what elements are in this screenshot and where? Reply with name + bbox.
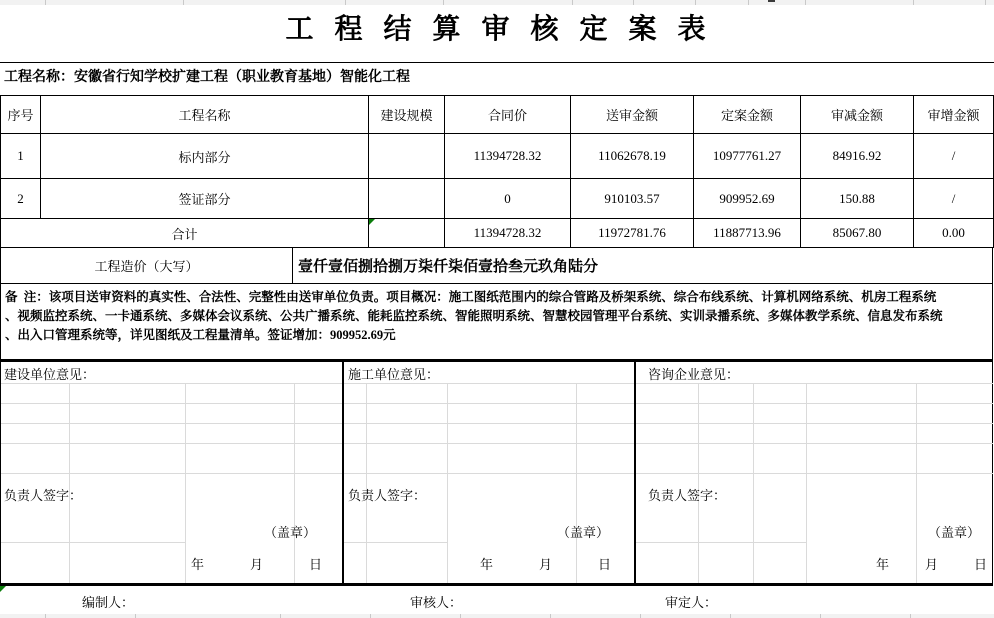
spreadsheet-top-strip	[0, 0, 994, 5]
settlement-table	[0, 95, 994, 248]
opinion-column-contractor	[342, 362, 634, 583]
day-label: 日	[308, 557, 322, 572]
sign-label: 负责人签字：	[648, 488, 727, 503]
sign-label: 负责人签字：	[348, 488, 427, 503]
column-header-submitted: 送审金额	[571, 96, 694, 134]
project-name-label: 工程名称：	[4, 70, 74, 85]
remark-box	[0, 284, 993, 362]
cell-scale	[369, 219, 445, 248]
cell-contract: 11394728.32	[445, 219, 571, 248]
month-label: 月	[924, 557, 938, 572]
column-header-scale: 建设规模	[369, 96, 445, 134]
cell-seq: 2	[1, 179, 41, 219]
remark-line: 备 注：该项目送审资料的真实性、合法性、完整性由送审单位负责。项目概况：施工图纸范围内的综合管路及桥架系统、综合布线系统、计算机网络系统、机房工程系统	[5, 290, 937, 304]
seal-label: （盖章）	[263, 525, 316, 540]
seal-label: （盖章）	[927, 525, 980, 540]
opinions-section	[0, 362, 993, 586]
remark-line: 、视频监控系统、一卡通系统、多媒体会议系统、公共广播系统、能耗监控系统、智能照明系统、智慧校园管理平台系统、实训录播系统、多媒体教学系统、信息发布系统	[5, 309, 943, 323]
project-name-value: 安徽省行知学校扩建工程（职业教育基地）智能化工程	[74, 70, 410, 85]
date-line	[191, 554, 322, 573]
day-label: 日	[597, 557, 611, 572]
table-row	[1, 179, 994, 219]
cell-reduced: 150.88	[801, 179, 914, 219]
title-rule	[0, 62, 994, 63]
approver-label: 审定人：	[665, 595, 718, 610]
cell-submitted: 11062678.19	[571, 134, 694, 179]
column-header-increased: 审增金额	[914, 96, 994, 134]
cell-contract: 0	[445, 179, 571, 219]
cell-final: 909952.69	[694, 179, 801, 219]
cell-final: 10977761.27	[694, 134, 801, 179]
cell-name: 签证部分	[41, 179, 369, 219]
reviewer-label: 审核人：	[410, 595, 463, 610]
day-label: 日	[973, 557, 987, 572]
column-header-name: 工程名称	[41, 96, 369, 134]
sign-label: 负责人签字：	[4, 488, 83, 503]
column-header-reduced: 审减金额	[801, 96, 914, 134]
year-label: 年	[875, 557, 889, 572]
opinion-label: 咨询企业意见：	[648, 367, 740, 382]
cell-seq: 1	[1, 134, 41, 179]
cell-increased: /	[914, 179, 994, 219]
spreadsheet-bottom-strip	[0, 614, 994, 618]
date-line	[876, 554, 987, 573]
cell-final: 11887713.96	[694, 219, 801, 248]
amount-in-words-row	[0, 247, 993, 284]
opinion-column-construction-unit	[1, 362, 342, 583]
preparer-label: 编制人：	[82, 595, 135, 610]
project-name-row	[4, 66, 410, 86]
table-row	[1, 134, 994, 179]
cell-submitted: 11972781.76	[571, 219, 694, 248]
column-header-seq: 序号	[1, 96, 41, 134]
column-header-contract: 合同价	[445, 96, 571, 134]
seal-label: （盖章）	[556, 525, 609, 540]
table-total-row	[1, 219, 994, 248]
page-title: 工 程 结 算 审 核 定 案 表	[285, 14, 709, 45]
column-header-final: 定案金额	[694, 96, 801, 134]
cell-scale	[369, 179, 445, 219]
cell-contract: 11394728.32	[445, 134, 571, 179]
opinion-label: 施工单位意见：	[348, 367, 440, 382]
page-break-marker	[768, 0, 775, 2]
month-label: 月	[249, 557, 263, 572]
cell-increased: 0.00	[914, 219, 994, 248]
excel-error-triangle	[0, 586, 6, 592]
cell-reduced: 85067.80	[801, 219, 914, 248]
cell-increased: /	[914, 134, 994, 179]
cell-name: 标内部分	[41, 134, 369, 179]
cell-reduced: 84916.92	[801, 134, 914, 179]
opinion-column-consulting-firm	[634, 362, 993, 583]
amount-in-words-label: 工程造价（大写）	[1, 247, 293, 283]
excel-error-triangle	[369, 219, 375, 225]
year-label: 年	[190, 557, 204, 572]
table-header-row	[1, 96, 994, 134]
cell-total-label: 合计	[1, 219, 369, 248]
amount-in-words-value: 壹仟壹佰捌拾捌万柒仟柒佰壹拾叁元玖角陆分	[298, 258, 599, 275]
cell-submitted: 910103.57	[571, 179, 694, 219]
year-label: 年	[479, 557, 493, 572]
month-label: 月	[538, 557, 552, 572]
date-line	[480, 554, 611, 573]
remark-line: 、出入口管理系统等，详见图纸及工程量清单。签证增加：909952.69元	[5, 328, 396, 342]
opinion-label: 建设单位意见：	[4, 367, 96, 382]
cell-scale	[369, 134, 445, 179]
